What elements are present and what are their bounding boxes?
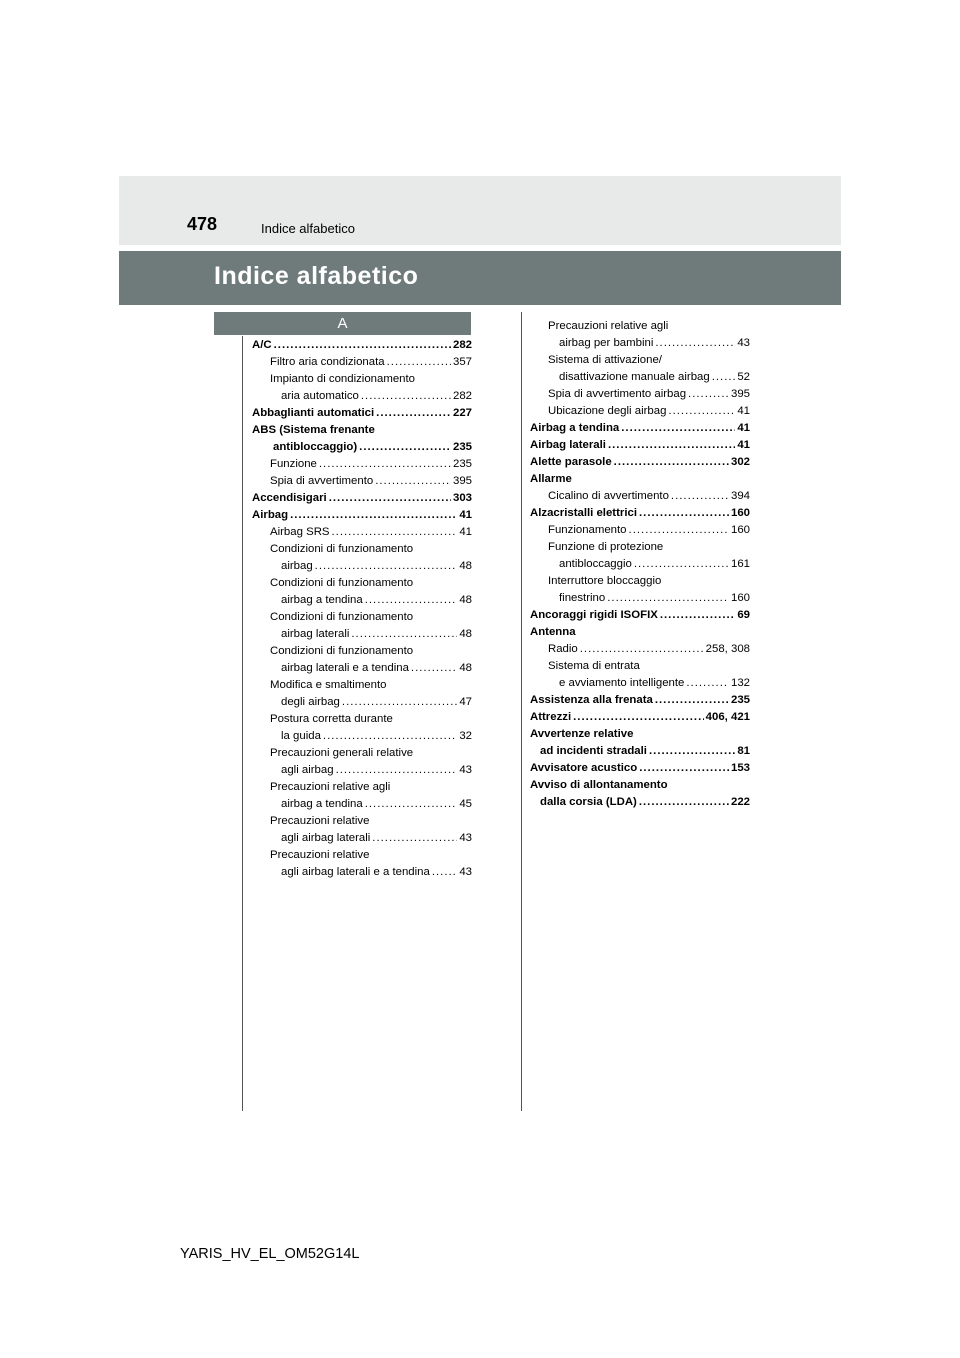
index-entry-page: 395 [452,475,472,487]
dot-leader [639,505,729,522]
index-entry-text: disattivazione manuale airbag [559,371,710,383]
index-entry-text: airbag a tendina [281,798,363,810]
index-entry [252,694,472,711]
index-entry-text: dalla corsia (LDA) [540,796,637,808]
index-entry-text: Interruttore bloccaggio [548,575,662,587]
dot-leader [688,386,729,403]
index-entry [530,335,750,352]
index-entry-text: Allarme [530,473,572,485]
index-entry-page: 45 [459,798,472,810]
header-band [119,176,841,245]
index-entry-page: 43 [459,866,472,878]
index-entry-text: A/C [252,339,272,351]
index-entry-page: 81 [737,745,750,757]
index-column-left [252,337,472,881]
index-entry-text: Funzionamento [548,524,627,536]
index-entry [530,692,750,709]
index-entry [252,660,472,677]
index-entry-page: 222 [730,796,750,808]
index-entry-page: 43 [459,764,472,776]
dot-leader [655,335,735,352]
index-entry-text: Condizioni di funzionamento [270,543,414,555]
index-entry [530,760,750,777]
index-entry [252,711,472,728]
index-entry-text: Ancoraggi rigidi ISOFIX [530,609,658,621]
index-entry-text: airbag laterali e a tendina [281,662,409,674]
index-entry [252,626,472,643]
index-entry [252,762,472,779]
index-entry-page: 153 [730,762,750,774]
index-entry-text: Impianto di condizionamento [270,373,416,385]
index-entry-text: antibloccaggio [559,558,632,570]
index-entry-page: 302 [730,456,750,468]
index-entry [252,779,472,796]
dot-leader [686,675,729,692]
index-entry-text: Alette parasole [530,456,612,468]
index-entry-text: Spia di avvertimento airbag [548,388,687,400]
dot-leader [411,660,457,677]
document-code: YARIS_HV_EL_OM52G14L [180,1246,360,1262]
index-entry-text: Accendisigari [252,492,327,504]
index-entry-text: Airbag [252,509,289,521]
index-entry [252,405,472,422]
index-entry [252,388,472,405]
index-entry [530,658,750,675]
dot-leader [614,454,729,471]
index-entry-page: 235 [452,458,472,470]
index-entry-text: e avviamento intelligente [559,677,685,689]
index-entry-page: 227 [452,407,472,419]
index-entry-text: Funzione [270,458,317,470]
index-entry-text: Postura corretta durante [270,713,393,725]
dot-leader [668,403,735,420]
dot-leader [315,558,458,575]
index-entry-text: Filtro aria condizionata [270,356,385,368]
dot-leader [621,420,735,437]
index-entry-page: 406, 421 [705,711,750,723]
index-entry [252,813,472,830]
index-entry [252,337,472,354]
dot-leader [660,607,735,624]
index-entry-text: ad incidenti stradali [540,745,647,757]
index-entry [252,745,472,762]
index-entry [252,439,472,456]
index-entry-text: ABS (Sistema frenante [252,424,375,436]
index-entry [530,624,750,641]
index-entry [530,743,750,760]
index-entry-text: Airbag a tendina [530,422,620,434]
index-entry-page: 32 [459,730,472,742]
index-entry-text: Sistema di entrata [548,660,640,672]
index-entry [530,352,750,369]
dot-leader [629,522,729,539]
index-entry [252,643,472,660]
index-entry-text: Airbag SRS [270,526,330,538]
index-entry-page: 258, 308 [705,643,750,655]
index-entry-text: Cicalino di avvertimento [548,490,669,502]
index-entry [252,473,472,490]
dot-leader [639,760,729,777]
index-entry-text: Assistenza alla frenata [530,694,653,706]
dot-leader [649,743,735,760]
index-entry [252,847,472,864]
dot-leader [573,709,704,726]
index-entry [252,490,472,507]
left-column-rule [242,336,243,1111]
dot-leader [319,456,451,473]
index-entry [252,677,472,694]
index-entry-page: 52 [737,371,750,383]
dot-leader [671,488,729,505]
index-entry-text: agli airbag [281,764,334,776]
index-entry [530,403,750,420]
index-entry-text: Airbag laterali [530,439,606,451]
index-entry-text: Alzacristalli elettrici [530,507,637,519]
index-entry-page: 43 [737,337,750,349]
index-column-right [530,318,750,811]
index-entry-page: 41 [459,526,472,538]
index-entry-page: 48 [459,594,472,606]
letter-heading: A [214,312,471,335]
dot-leader [359,439,451,456]
index-entry [252,592,472,609]
index-entry-page: 161 [730,558,750,570]
index-entry-page: 48 [459,662,472,674]
index-entry-text: Abbaglianti automatici [252,407,375,419]
dot-leader [375,473,451,490]
index-entry-text: agli airbag laterali e a tendina [281,866,430,878]
index-entry-page: 282 [452,390,472,402]
index-entry [530,709,750,726]
index-entry-page: 160 [730,507,750,519]
index-entry-text: Precauzioni relative agli [270,781,391,793]
index-entry-page: 235 [452,441,472,453]
index-entry [252,864,472,881]
index-entry [530,471,750,488]
dot-leader [608,437,735,454]
index-entry-text: airbag per bambini [559,337,654,349]
dot-leader [274,337,451,354]
index-entry [530,726,750,743]
index-entry-text: airbag a tendina [281,594,363,606]
index-entry [252,354,472,371]
index-entry-text: Radio [548,643,578,655]
index-entry-page: 43 [459,832,472,844]
index-entry [530,539,750,556]
index-entry [252,422,472,439]
page-number: 478 [187,214,218,234]
index-entry-page: 132 [730,677,750,689]
index-entry-text: Ubicazione degli airbag [548,405,667,417]
index-entry-text: Condizioni di funzionamento [270,577,414,589]
index-entry-text: Spia di avvertimento [270,475,374,487]
index-entry-text: Precauzioni relative [270,849,370,861]
dot-leader [639,794,729,811]
index-entry [530,420,750,437]
index-entry-text: Sistema di attivazione/ [548,354,662,366]
dot-leader [365,592,458,609]
index-entry-text: la guida [281,730,321,742]
index-entry [530,522,750,539]
index-entry-text: Funzione di protezione [548,541,664,553]
index-entry [252,541,472,558]
index-entry-text: Avviso di allontanamento [530,779,668,791]
index-entry-text: Precauzioni generali relative [270,747,414,759]
index-entry-page: 282 [452,339,472,351]
index-entry-page: 69 [737,609,750,621]
index-entry-text: airbag laterali [281,628,350,640]
index-entry [252,830,472,847]
index-entry [252,728,472,745]
index-entry-page: 48 [459,560,472,572]
index-entry [530,505,750,522]
running-title: Indice alfabetico [261,221,355,236]
index-entry [530,777,750,794]
index-entry [252,371,472,388]
dot-leader [365,796,458,813]
index-entry-text: antibloccaggio) [273,441,358,453]
index-entry [252,524,472,541]
index-entry-page: 357 [452,356,472,368]
index-entry-page: 235 [730,694,750,706]
index-entry-page: 160 [730,592,750,604]
index-entry-text: aria automatico [281,390,359,402]
dot-leader [712,369,736,386]
dot-leader [361,388,451,405]
dot-leader [634,556,729,573]
dot-leader [336,762,458,779]
dot-leader [372,830,457,847]
index-entry [530,641,750,658]
index-entry-text: airbag [281,560,313,572]
dot-leader [580,641,704,658]
dot-leader [351,626,457,643]
index-entry-page: 48 [459,628,472,640]
index-entry [530,573,750,590]
index-entry [530,369,750,386]
index-entry-text: Attrezzi [530,711,572,723]
index-entry [252,507,472,524]
dot-leader [607,590,729,607]
index-entry [530,488,750,505]
dot-leader [332,524,458,541]
index-entry [530,675,750,692]
index-entry-text: Avvertenze relative [530,728,634,740]
index-entry-page: 41 [737,439,750,451]
index-entry-text: Avvisatore acustico [530,762,638,774]
index-entry-page: 303 [452,492,472,504]
index-entry [530,437,750,454]
index-entry-page: 41 [459,509,472,521]
index-entry-page: 160 [730,524,750,536]
dot-leader [655,692,729,709]
index-entry-text: degli airbag [281,696,340,708]
index-entry-text: finestrino [559,592,606,604]
right-column-rule [521,312,522,1111]
index-entry [530,318,750,335]
dot-leader [376,405,451,422]
index-entry-text: Antenna [530,626,576,638]
index-entry-page: 47 [459,696,472,708]
index-entry [252,575,472,592]
index-entry [530,454,750,471]
index-entry [530,794,750,811]
index-entry-text: Precauzioni relative [270,815,370,827]
dot-leader [387,354,451,371]
index-entry-text: Precauzioni relative agli [548,320,669,332]
index-entry-text: Modifica e smaltimento [270,679,387,691]
index-entry [252,558,472,575]
index-entry [530,607,750,624]
index-entry-text: Condizioni di funzionamento [270,611,414,623]
index-entry-page: 41 [737,422,750,434]
dot-leader [329,490,451,507]
dot-leader [432,864,458,881]
index-entry [252,796,472,813]
dot-leader [342,694,457,711]
section-title: Indice alfabetico [214,262,419,290]
index-entry-page: 395 [730,388,750,400]
index-entry-page: 41 [737,405,750,417]
index-entry-text: Condizioni di funzionamento [270,645,414,657]
dot-leader [290,507,457,524]
index-entry [530,556,750,573]
index-entry [252,456,472,473]
index-entry [530,386,750,403]
index-entry [530,590,750,607]
index-entry [252,609,472,626]
index-entry-text: agli airbag laterali [281,832,371,844]
index-entry-page: 394 [730,490,750,502]
dot-leader [323,728,457,745]
